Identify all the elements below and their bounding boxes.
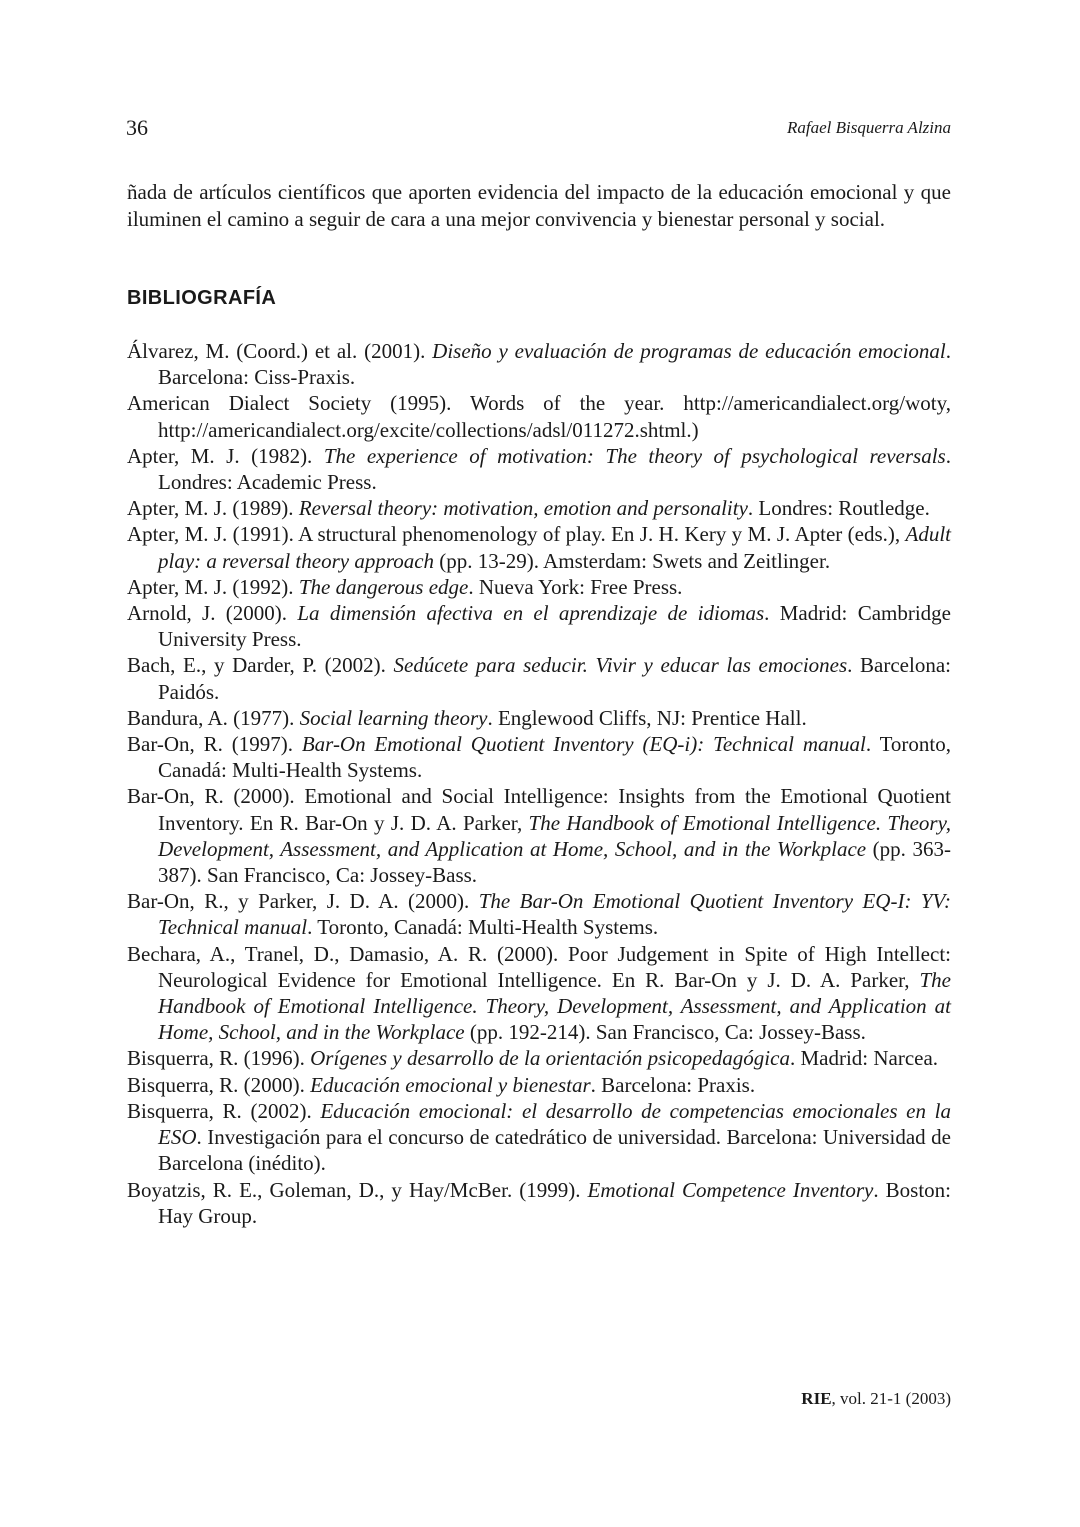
reference-item: Bandura, A. (1977). Social learning theory. Englewood Cliffs, NJ: Prentice Hall. bbox=[127, 705, 807, 730]
reference-item: Apter, M. J. (1991). A structural phenomenology of play. En J. H. Kery y M. J. Apter (eds.), Adult play: a reversal theory approach (pp. 13-29). Amsterdam: Swets and Zeitlinger. bbox=[127, 522, 951, 573]
reference-item: Álvarez, M. (Coord.) et al. (2001). Diseño y evaluación de programas de educación emocional. Barcelona: Ciss-Praxis. bbox=[127, 339, 951, 390]
reference-item: Boyatzis, R. E., Goleman, D., y Hay/McBer. (1999). Emotional Competence Inventory. Boston: Hay Group. bbox=[127, 1177, 951, 1228]
reference-item: Apter, M. J. (1989). Reversal theory: motivation, emotion and personality. Londres: Routledge. bbox=[127, 496, 930, 521]
reference-item: Bach, E., y Darder, P. (2002). Sedúcete para seducir. Vivir y educar las emociones. Barcelona: Paidós. bbox=[127, 653, 951, 704]
page-number: 36 bbox=[126, 115, 148, 140]
reference-item: Bisquerra, R. (2002). Educación emocional: el desarrollo de competencias emocionales en la ESO. Investigación para el concurso de catedrático de universidad. Barcelona: Universidad de Barcelona (inédito). bbox=[127, 1098, 951, 1176]
reference-item: Apter, M. J. (1992). The dangerous edge. Nueva York: Free Press. bbox=[127, 574, 683, 599]
running-head: Rafael Bisquerra Alzina bbox=[786, 118, 951, 137]
reference-item: Bar-On, R. (2000). Emotional and Social Intelligence: Insights from the Emotional Quotient Inventory. En R. Bar-On y J. D. A. Parker, The Handbook of Emotional Intelligence. Theory, Development, Assessment, and Application at Home, School, and in the Workplace (pp. 363-387). San Francisco, Ca: Jossey-Bass. bbox=[127, 784, 951, 888]
footer-citation bbox=[801, 1387, 951, 1411]
reference-item: Apter, M. J. (1982). The experience of motivation: The theory of psychological reversals. Londres: Academic Press. bbox=[127, 443, 951, 495]
reference-item: Bisquerra, R. (2000). Educación emocional y bienestar. Barcelona: Praxis. bbox=[127, 1072, 756, 1097]
reference-item: Bar-On, R., y Parker, J. D. A. (2000). The Bar-On Emotional Quotient Inventory EQ-I: YV: Technical manual. Toronto, Canadá: Multi-Health Systems. bbox=[127, 889, 951, 940]
reference-item: Bar-On, R. (1997). Bar-On Emotional Quotient Inventory (EQ-i): Technical manual. Toronto, Canadá: Multi-Health Systems. bbox=[127, 732, 952, 783]
reference-item: Bisquerra, R. (1996). Orígenes y desarrollo de la orientación psicopedagógica. Madrid: Narcea. bbox=[127, 1046, 939, 1071]
journal-volume: , vol. 21-1 (2003) bbox=[831, 1389, 951, 1408]
section-heading: BIBLIOGRAFÍA bbox=[127, 287, 277, 309]
journal-name: RIE bbox=[801, 1389, 832, 1408]
body-paragraph: ñada de artículos científicos que aporten evidencia del impacto de la educación emocional y que iluminen el camino a seguir de cara a una mejor convivencia y bienestar personal y social. bbox=[127, 180, 951, 231]
reference-list bbox=[127, 338, 951, 1229]
reference-item: American Dialect Society (1995). Words of the year. http://americandialect.org/woty, http://americandialect.org/excite/collections/adsl/011272.shtml.) bbox=[127, 391, 951, 442]
reference-item: Arnold, J. (2000). La dimensión afectiva en el aprendizaje de idiomas. Madrid: Cambridge University Press. bbox=[127, 601, 952, 652]
reference-item: Bechara, A., Tranel, D., Damasio, A. R. (2000). Poor Judgement in Spite of High Intellect: Neurological Evidence for Emotional Intelligence. En R. Bar-On y J. D. A. Parker, The Handbook of Emotional Intelligence. Theory, Development, Assessment, and Application at Home, School, and in the Workplace (pp. 192-214). San Francisco, Ca: Jossey-Bass. bbox=[127, 941, 951, 1045]
